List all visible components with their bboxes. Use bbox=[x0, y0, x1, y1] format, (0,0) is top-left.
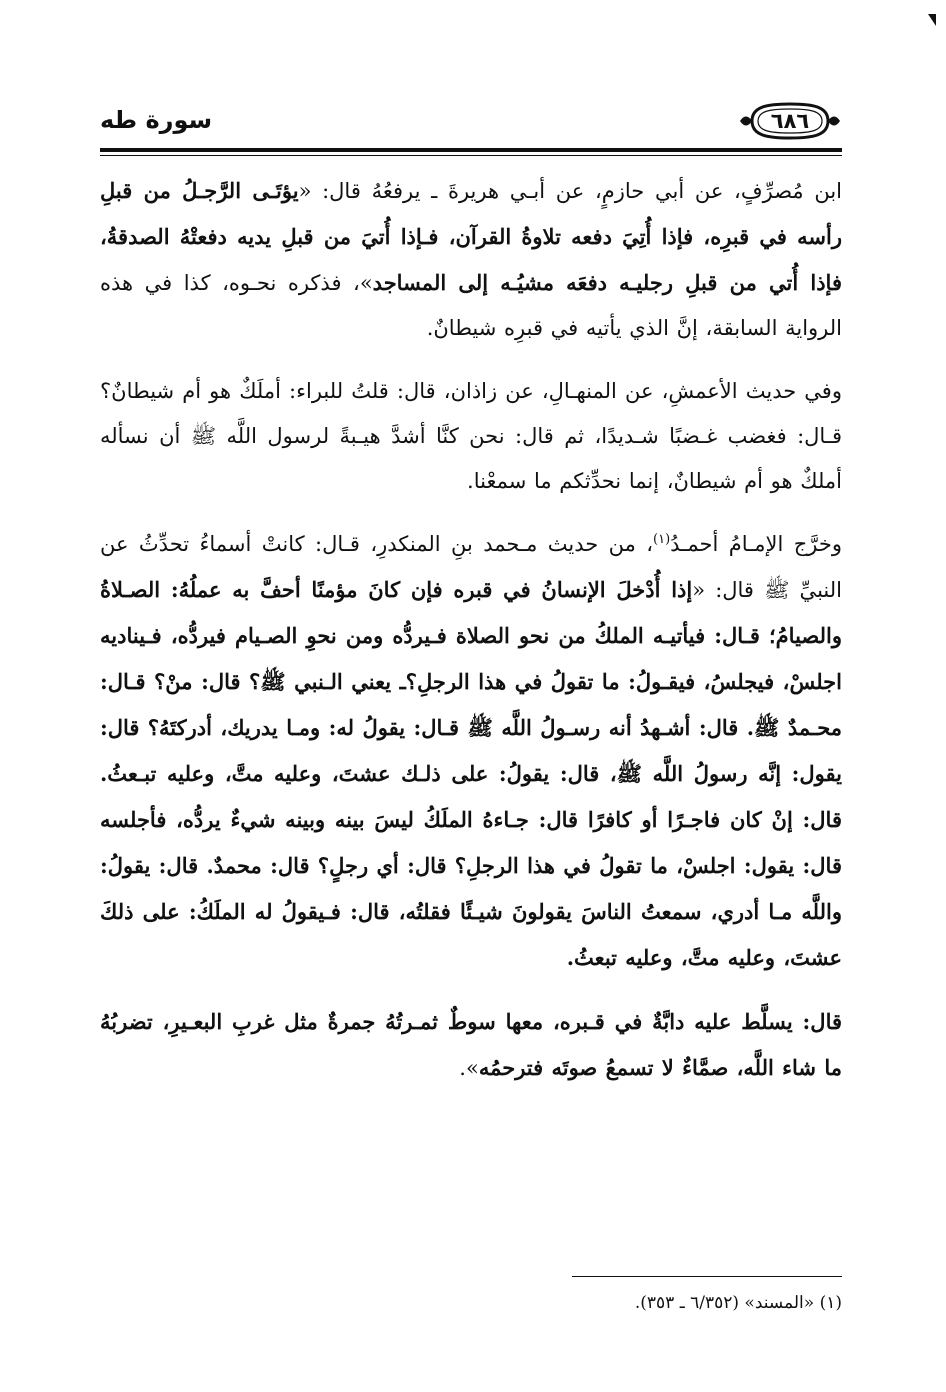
footnote-text: (١) «المسند» (٦/٣٥٢ ـ ٣٥٣). bbox=[634, 1293, 842, 1313]
header-rule-thick bbox=[100, 148, 842, 152]
corner-mark bbox=[928, 14, 936, 26]
paragraph-3 bbox=[100, 522, 842, 981]
hadith-quote-1: يؤتَـى الرَّجـلُ من قبلِ رأسه في قبرِه، فإذا أُتِيَ دفعه تلاوةُ القرآن، فـإذا أُتيَ من قبلِ يديه دفعتْهُ الصدقةُ، فإذا أُتي من قبلِ رجليـه دفعَه مشيُـه إلى المساجد bbox=[100, 178, 842, 295]
footnote-separator bbox=[572, 1276, 842, 1277]
surah-title: سورة طه bbox=[100, 106, 213, 134]
footnote-reference: (١) bbox=[653, 532, 671, 547]
paragraph-4 bbox=[100, 999, 842, 1091]
paragraph-1-intro: ابن مُصرِّفٍ، عن أبي حازمٍ، عن أبـي هريرةَ ـ يرفعُهُ قال: « bbox=[298, 179, 843, 203]
paragraph-3-chain: ، من حديث مـحمد بنِ المنكدرِ، قـال: كانتْ أسماءُ تحدِّثُ عن النبيِّ ﷺ قال: « bbox=[100, 532, 842, 602]
paragraph-2: وفي حديث الأعمشِ، عن المنهـالِ، عن زاذان، قال: قلتُ للبراء: أملَكٌ هو أم شيطانٌ؟ قـال: فغضب غـضبًا شـديدًا، ثم قال: نحن كنَّا أشدَّ هيـبةً لرسول اللَّه ﷺ أن نسأله أملكٌ هو أم شيطانٌ، إنما نحدِّثكم ما سمعْنا. bbox=[100, 379, 842, 493]
paragraph-3-intro: وخرَّج الإمـامُ أحمـدُ bbox=[670, 532, 842, 556]
page-number: ٦٨٦ bbox=[770, 109, 810, 133]
main-text bbox=[100, 168, 842, 1091]
paragraph-1-outro: »، فذكره نحـوه، كذا في هذه الرواية السابقة، إنَّ الذي يأتيه في قبرِه شيطانٌ. bbox=[100, 271, 842, 340]
paragraph-4-close: ». bbox=[459, 1056, 479, 1080]
page-header bbox=[100, 95, 842, 151]
page-number-badge bbox=[738, 101, 842, 141]
hadith-quote-3: قال: يسلَّط عليه دابَّةٌ في قـبره، معها سوطٌ ثمـرتُهُ جمرةٌ مثل غربِ البعـيرِ، تضربُهُ ما شاء اللَّه، صمَّاءٌ لا تسمعُ صوتَه فترحمُه bbox=[100, 1009, 842, 1080]
hadith-quote-2: إذا أُدْخلَ الإنسانُ في قبره فإن كانَ مؤمنًا أحفَّ به عملُهُ: الصـلاةُ والصيامُ؛ قـال: فيأتيـه الملكُ من نحو الصلاة فـيردُّه ومن نحوِ الصـيام فيردُّه، فـيناديه اجلسْ، فيجلسُ، فيقـولُ: ما تقولُ في هذا الرجلِ؟ـ يعني الـنبي ﷺ؟ قال: منْ؟ قـال: محـمدٌ ﷺ. قال: أشـهدُ أنه رسـولُ اللَّه ﷺ قـال: يقولُ له: ومـا يدريك، أدركتَهُ؟ قال: يقول: إنَّه رسولُ اللَّه ﷺ، قال: يقولُ: على ذلـك عشتَ، وعليه متَّ، وعليه تبـعثُ. قال: إنْ كان فاجـرًا أو كافرًا قال: جـاءهُ الملَكُ ليسَ بينه وبينه شيءٌ يردُّه، فأجلسه قال: يقول: اجلسْ، ما تقولُ في هذا الرجلِ؟ قال: أي رجلٍ؟ قال: محمدٌ. قال: يقولُ: واللَّه مـا أدري، سمعتُ الناسَ يقولونَ شيـئًا فقلتُه، قال: فـيقولُ له الملَكُ: على ذلكَ عشتَ، وعليه متَّ، وعليه تبعثُ. bbox=[100, 577, 842, 970]
header-rule-thin bbox=[100, 155, 842, 156]
paragraph-1 bbox=[100, 168, 842, 351]
